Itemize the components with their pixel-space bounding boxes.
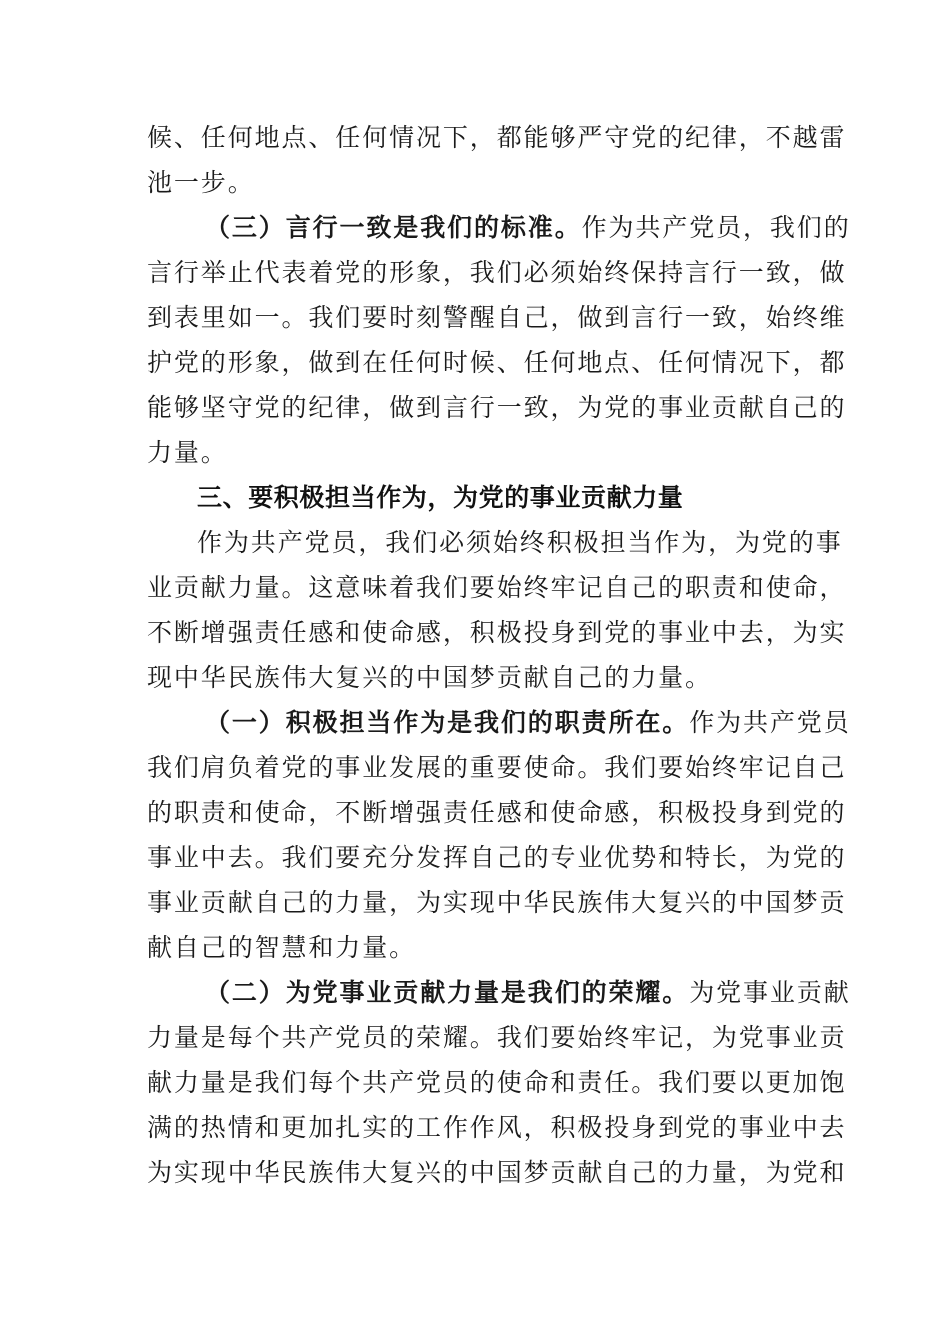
- paragraph-line: 的职责和使命，不断增强责任感和使命感，积极投身到党的: [147, 798, 847, 827]
- paragraph-line: 献自己的智慧和力量。: [147, 933, 417, 962]
- paragraph-line: 护党的形象，做到在任何时候、任何地点、任何情况下，都: [147, 348, 847, 377]
- subsection-3-line: [205, 208, 851, 248]
- paragraph-line: 业贡献力量。这意味着我们要始终牢记自己的职责和使命，: [147, 573, 847, 602]
- paragraph-line: 不断增强责任感和使命感，积极投身到党的事业中去，为实: [147, 618, 847, 647]
- paragraph-line: 力量。: [147, 438, 228, 467]
- subsection-1-text: 作为共产党员: [689, 708, 851, 737]
- paragraph-line: 到表里如一。我们要时刻警醒自己，做到言行一致，始终维: [147, 303, 847, 332]
- paragraph-line: 事业中去。我们要充分发挥自己的专业优势和特长，为党的: [147, 843, 847, 872]
- paragraph-line: 我们肩负着党的事业发展的重要使命。我们要始终牢记自己: [147, 753, 847, 782]
- paragraph-line: 为实现中华民族伟大复兴的中国梦贡献自己的力量，为党和: [147, 1158, 847, 1187]
- paragraph-line: 池一步。: [147, 168, 255, 197]
- section-3-heading: 三、要积极担当作为，为党的事业贡献力量: [197, 483, 684, 512]
- paragraph-line: 献力量是我们每个共产党员的使命和责任。我们要以更加饱: [147, 1068, 847, 1097]
- paragraph-line: 能够坚守党的纪律，做到言行一致，为党的事业贡献自己的: [147, 393, 847, 422]
- paragraph-line: 事业贡献自己的力量，为实现中华民族伟大复兴的中国梦贡: [147, 888, 847, 917]
- subsection-3-text: 作为共产党员，我们的: [581, 213, 851, 242]
- paragraph-line: 现中华民族伟大复兴的中国梦贡献自己的力量。: [147, 663, 712, 692]
- subsection-2-text: 为党事业贡献: [689, 978, 851, 1007]
- subsection-3-title: （三）言行一致是我们的标准。: [205, 213, 582, 242]
- paragraph-line: 言行举止代表着党的形象，我们必须始终保持言行一致，做: [147, 258, 847, 287]
- paragraph-line: 候、任何地点、任何情况下，都能够严守党的纪律，不越雷: [147, 123, 847, 152]
- subsection-2-line: [205, 973, 851, 1013]
- subsection-1-title: （一）积极担当作为是我们的职责所在。: [205, 708, 690, 737]
- paragraph-line: 力量是每个共产党员的荣耀。我们要始终牢记，为党事业贡: [147, 1023, 847, 1052]
- paragraph-line: 满的热情和更加扎实的工作作风，积极投身到党的事业中去: [147, 1113, 847, 1142]
- paragraph-line: 作为共产党员，我们必须始终积极担当作为，为党的事: [197, 528, 843, 557]
- subsection-1-line: [205, 703, 851, 743]
- subsection-2-title: （二）为党事业贡献力量是我们的荣耀。: [205, 978, 690, 1007]
